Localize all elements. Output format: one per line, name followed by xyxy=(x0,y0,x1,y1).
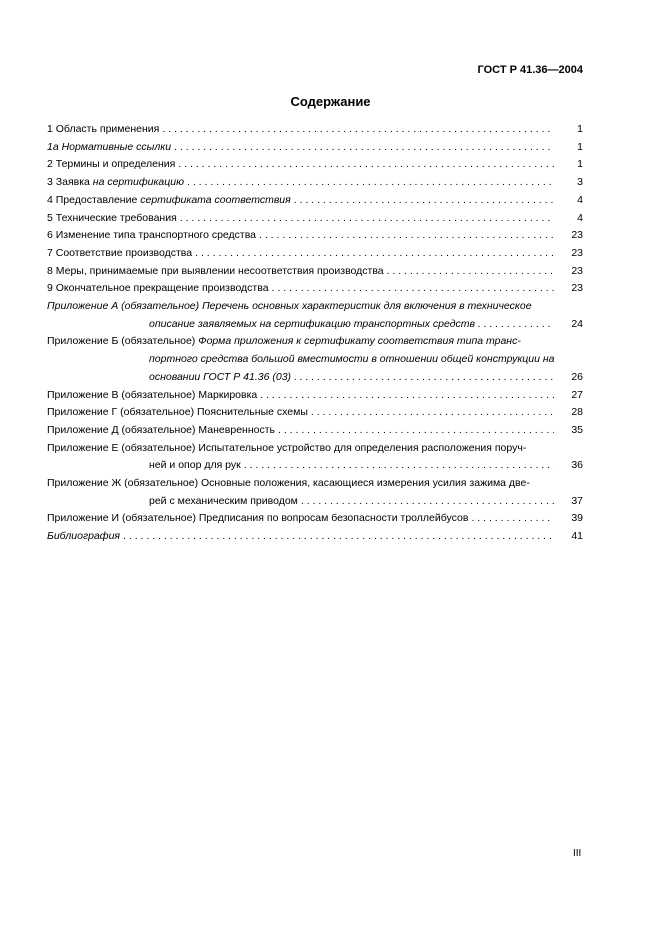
appendix-b-line3[interactable]: основании ГОСТ Р 41.36 (03) . . . 26 xyxy=(47,369,583,387)
toc-entry-text: 1 Область применения xyxy=(47,123,160,135)
toc-page: 1 xyxy=(577,140,583,153)
toc-entry-text: 5 Технические требования xyxy=(47,211,177,224)
appendix-g[interactable]: Приложение Г (обязательное) Пояснительные схемы . . . 28 xyxy=(47,404,583,422)
toc-page: 23 xyxy=(571,264,583,277)
toc-entry[interactable] xyxy=(47,263,583,281)
toc-page: 37 xyxy=(571,494,583,507)
appendix-b-line2[interactable]: портного средства большой вместимости в отношении общей конструкции на xyxy=(149,353,555,366)
leader-dots xyxy=(187,174,554,192)
toc-entry-text: 3 Заявка на сертификацию xyxy=(47,176,184,189)
appendix-a-line2[interactable]: описание заявляемых на сертификацию транспортных средств . . . 24 xyxy=(47,316,583,334)
toc-entry[interactable] xyxy=(47,139,583,157)
leader-dots xyxy=(195,245,554,263)
toc-page: 39 xyxy=(571,512,583,525)
leader-dots xyxy=(244,457,554,475)
toc-entry-text: 6 Изменение типа транспортного средства xyxy=(47,229,257,242)
leader-dots xyxy=(259,227,554,245)
toc-entry-text: 2 Термины и определения xyxy=(47,158,176,171)
toc-page: 4 xyxy=(577,193,583,206)
leader-dots xyxy=(180,210,554,228)
appendix-e-line1[interactable]: Приложение Е (обязательное) Испытательное устройство для определения расположения поруч- xyxy=(47,441,527,454)
toc-entry-text: 9 Окончательное прекращение производства xyxy=(47,282,269,295)
toc-entry[interactable] xyxy=(47,174,583,192)
leader-dots xyxy=(301,493,554,511)
toc-page: 27 xyxy=(571,388,583,401)
toc-page: 24 xyxy=(571,317,583,330)
appendix-d[interactable]: Приложение Д (обязательное) Маневренность . . . 35 xyxy=(47,422,583,440)
toc-page: 4 xyxy=(577,211,583,224)
toc-entry[interactable] xyxy=(47,192,583,210)
appendix-zh-line2[interactable]: рей с механическим приводом . . . 37 xyxy=(47,493,583,511)
toc-entry-text: 7 Соответствие производства xyxy=(47,246,193,259)
leader-dots xyxy=(278,422,554,440)
toc-entry-text: 4 Предоставление сертификата соответствия xyxy=(47,193,291,206)
toc-page: 3 xyxy=(577,176,583,189)
leader-dots xyxy=(294,192,554,210)
toc-entry[interactable] xyxy=(47,280,583,298)
toc-entry[interactable] xyxy=(47,121,583,139)
appendix-a-line1[interactable]: Приложение А (обязательное) Перечень основных характеристик для включения в техническое xyxy=(47,300,532,313)
leader-dots xyxy=(260,387,554,405)
standard-designation: ГОСТ Р 41.36—2004 xyxy=(477,64,583,76)
toc-page: 1 xyxy=(577,123,583,135)
appendix-i[interactable]: Приложение И (обязательное) Предписания по вопросам безопасности троллейбусов . . . 39 xyxy=(47,510,583,528)
toc-entry[interactable] xyxy=(47,156,583,174)
page-number: III xyxy=(573,848,582,859)
toc-page: 23 xyxy=(571,229,583,242)
toc-entry[interactable] xyxy=(47,227,583,245)
table-of-contents xyxy=(47,121,583,546)
leader-dots xyxy=(174,139,554,157)
toc-page: 36 xyxy=(571,459,583,472)
leader-dots xyxy=(294,369,554,387)
leader-dots xyxy=(478,316,554,334)
leader-dots xyxy=(311,404,554,422)
appendix-b-line1[interactable]: Приложение Б (обязательное) Форма приложения к сертификату соответствия типа транс- xyxy=(47,335,521,348)
leader-dots xyxy=(387,263,554,281)
toc-page: 1 xyxy=(577,158,583,171)
leader-dots xyxy=(272,280,554,298)
leader-dots xyxy=(162,121,554,139)
toc-entry-text: 1а Нормативные ссылки xyxy=(47,140,172,153)
toc-page: 23 xyxy=(571,246,583,259)
toc-page: 41 xyxy=(571,530,583,543)
leader-dots xyxy=(123,528,554,546)
appendix-zh-line1[interactable]: Приложение Ж (обязательное) Основные положения, касающиеся измерения усилия зажима две- xyxy=(47,477,530,490)
toc-entry[interactable] xyxy=(47,245,583,263)
leader-dots xyxy=(471,510,554,528)
toc-page: 26 xyxy=(571,370,583,383)
appendix-v[interactable]: Приложение В (обязательное) Маркировка . . . 27 xyxy=(47,387,583,405)
toc-entry-text: 8 Меры, принимаемые при выявлении несоответствия производства xyxy=(47,264,384,277)
appendix-e-line2[interactable]: ней и опор для рук . . . 36 xyxy=(47,457,583,475)
toc-page: 28 xyxy=(571,406,583,419)
page-title: Содержание xyxy=(290,94,371,109)
toc-entry[interactable] xyxy=(47,210,583,228)
leader-dots xyxy=(178,156,554,174)
toc-page: 23 xyxy=(571,282,583,295)
toc-page: 35 xyxy=(571,423,583,436)
bibliography-entry[interactable]: Библиография . . . 41 xyxy=(47,528,583,546)
